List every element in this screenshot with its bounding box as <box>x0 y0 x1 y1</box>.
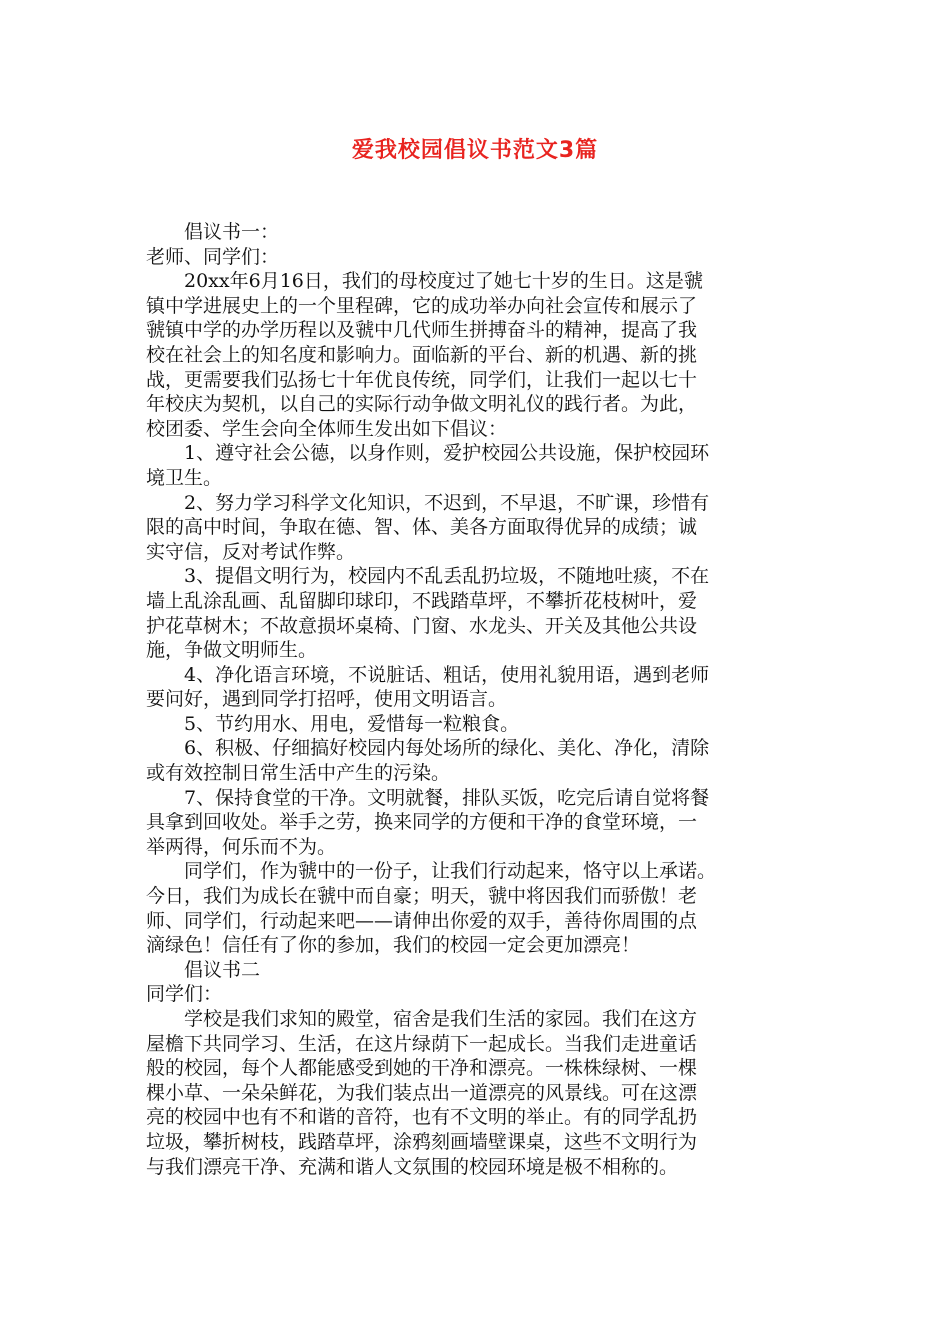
text-line: 与我们漂亮干净、充满和谐人文氛围的校园环境是极不相称的。 <box>146 1155 679 1178</box>
text-line: 校团委、学生会向全体师生发出如下倡议： <box>146 417 508 440</box>
text-line: 境卫生。 <box>146 466 223 489</box>
text-line: 同学们，作为虢中的一份子，让我们行动起来，恪守以上承诺。 <box>184 860 717 883</box>
text-line: 4、净化语言环境，不说脏话、粗话，使用礼貌用语，遇到老师 <box>184 663 710 686</box>
text-line: 同学们： <box>146 983 223 1006</box>
text-line: 年校庆为契机，以自己的实际行动争做文明礼仪的践行者。为此， <box>146 393 698 416</box>
text-line: 实守信，反对考试作弊。 <box>146 540 356 563</box>
text-line: 般的校园，每个人都能感受到她的干净和漂亮。一株株绿树、一棵 <box>146 1057 698 1080</box>
text-line: 倡议书一： <box>184 221 280 243</box>
text-line: 20xx年6月16日，我们的母校度过了她七十岁的生日。这是虢 <box>184 270 703 293</box>
text-line: 师、同学们，行动起来吧——请伸出你爱的双手，善待你周围的点 <box>146 909 698 932</box>
text-line: 要问好，遇到同学打招呼，使用文明语言。 <box>146 688 508 711</box>
text-line: 滴绿色！信任有了你的参加，我们的校园一定会更加漂亮！ <box>146 934 641 957</box>
text-line: 护花草树木；不故意损坏桌椅、门窗、水龙头、开关及其他公共设 <box>146 614 698 637</box>
text-line: 战，更需要我们弘扬七十年优良传统，同学们，让我们一起以七十 <box>146 368 698 391</box>
text-line: 校在社会上的知名度和影响力。面临新的平台、新的机遇、新的挑 <box>146 343 698 366</box>
text-line: 虢镇中学的办学历程以及虢中几代师生拼搏奋斗的精神，提高了我 <box>146 319 698 342</box>
text-line: 施，争做文明师生。 <box>146 639 318 662</box>
text-line: 垃圾，攀折树枝，践踏草坪，涂鸦刻画墙壁课桌，这些不文明行为 <box>146 1130 698 1153</box>
text-line: 或有效控制日常生活中产生的污染。 <box>146 762 451 785</box>
text-line: 限的高中时间，争取在德、智、体、美各方面取得优异的成绩；诚 <box>146 516 698 539</box>
text-line: 屋檐下共同学习、生活，在这片绿荫下一起成长。当我们走进童话 <box>146 1032 698 1055</box>
text-line: 镇中学进展史上的一个里程碑，它的成功举办向社会宣传和展示了 <box>146 294 698 317</box>
text-line: 今日，我们为成长在虢中而自豪；明天，虢中将因我们而骄傲！老 <box>146 885 698 908</box>
text-line: 2、努力学习科学文化知识，不迟到，不早退，不旷课，珍惜有 <box>184 491 710 514</box>
text-line: 5、节约用水、用电，爱惜每一粒粮食。 <box>184 712 520 735</box>
text-line: 7、保持食堂的干净。文明就餐，排队买饭，吃完后请自觉将餐 <box>184 786 710 809</box>
text-line: 倡议书二 <box>184 958 261 981</box>
text-line: 墙上乱涂乱画、乱留脚印球印，不践踏草坪，不攀折花枝树叶，爱 <box>146 589 698 612</box>
document-body <box>146 220 814 1179</box>
text-line: 学校是我们求知的殿堂，宿舍是我们生活的家园。我们在这方 <box>184 1008 698 1030</box>
text-line: 具拿到回收处。举手之劳，换来同学的方便和干净的食堂环境，一 <box>146 811 698 834</box>
text-line: 6、积极、仔细搞好校园内每处场所的绿化、美化、净化，清除 <box>184 737 710 760</box>
text-line: 亮的校园中也有不和谐的音符，也有不文明的举止。有的同学乱扔 <box>146 1106 698 1129</box>
text-line: 3、提倡文明行为，校园内不乱丢乱扔垃圾，不随地吐痰，不在 <box>184 565 710 588</box>
text-line: 1、遵守社会公德，以身作则，爱护校园公共设施，保护校园环 <box>184 442 710 465</box>
text-line: 老师、同学们： <box>146 245 280 268</box>
text-line: 棵小草、一朵朵鲜花，为我们装点出一道漂亮的风景线。可在这漂 <box>146 1081 698 1104</box>
text-line: 举两得，何乐而不为。 <box>146 835 337 858</box>
document-title: 爱我校园倡议书范文3篇 <box>351 138 599 163</box>
